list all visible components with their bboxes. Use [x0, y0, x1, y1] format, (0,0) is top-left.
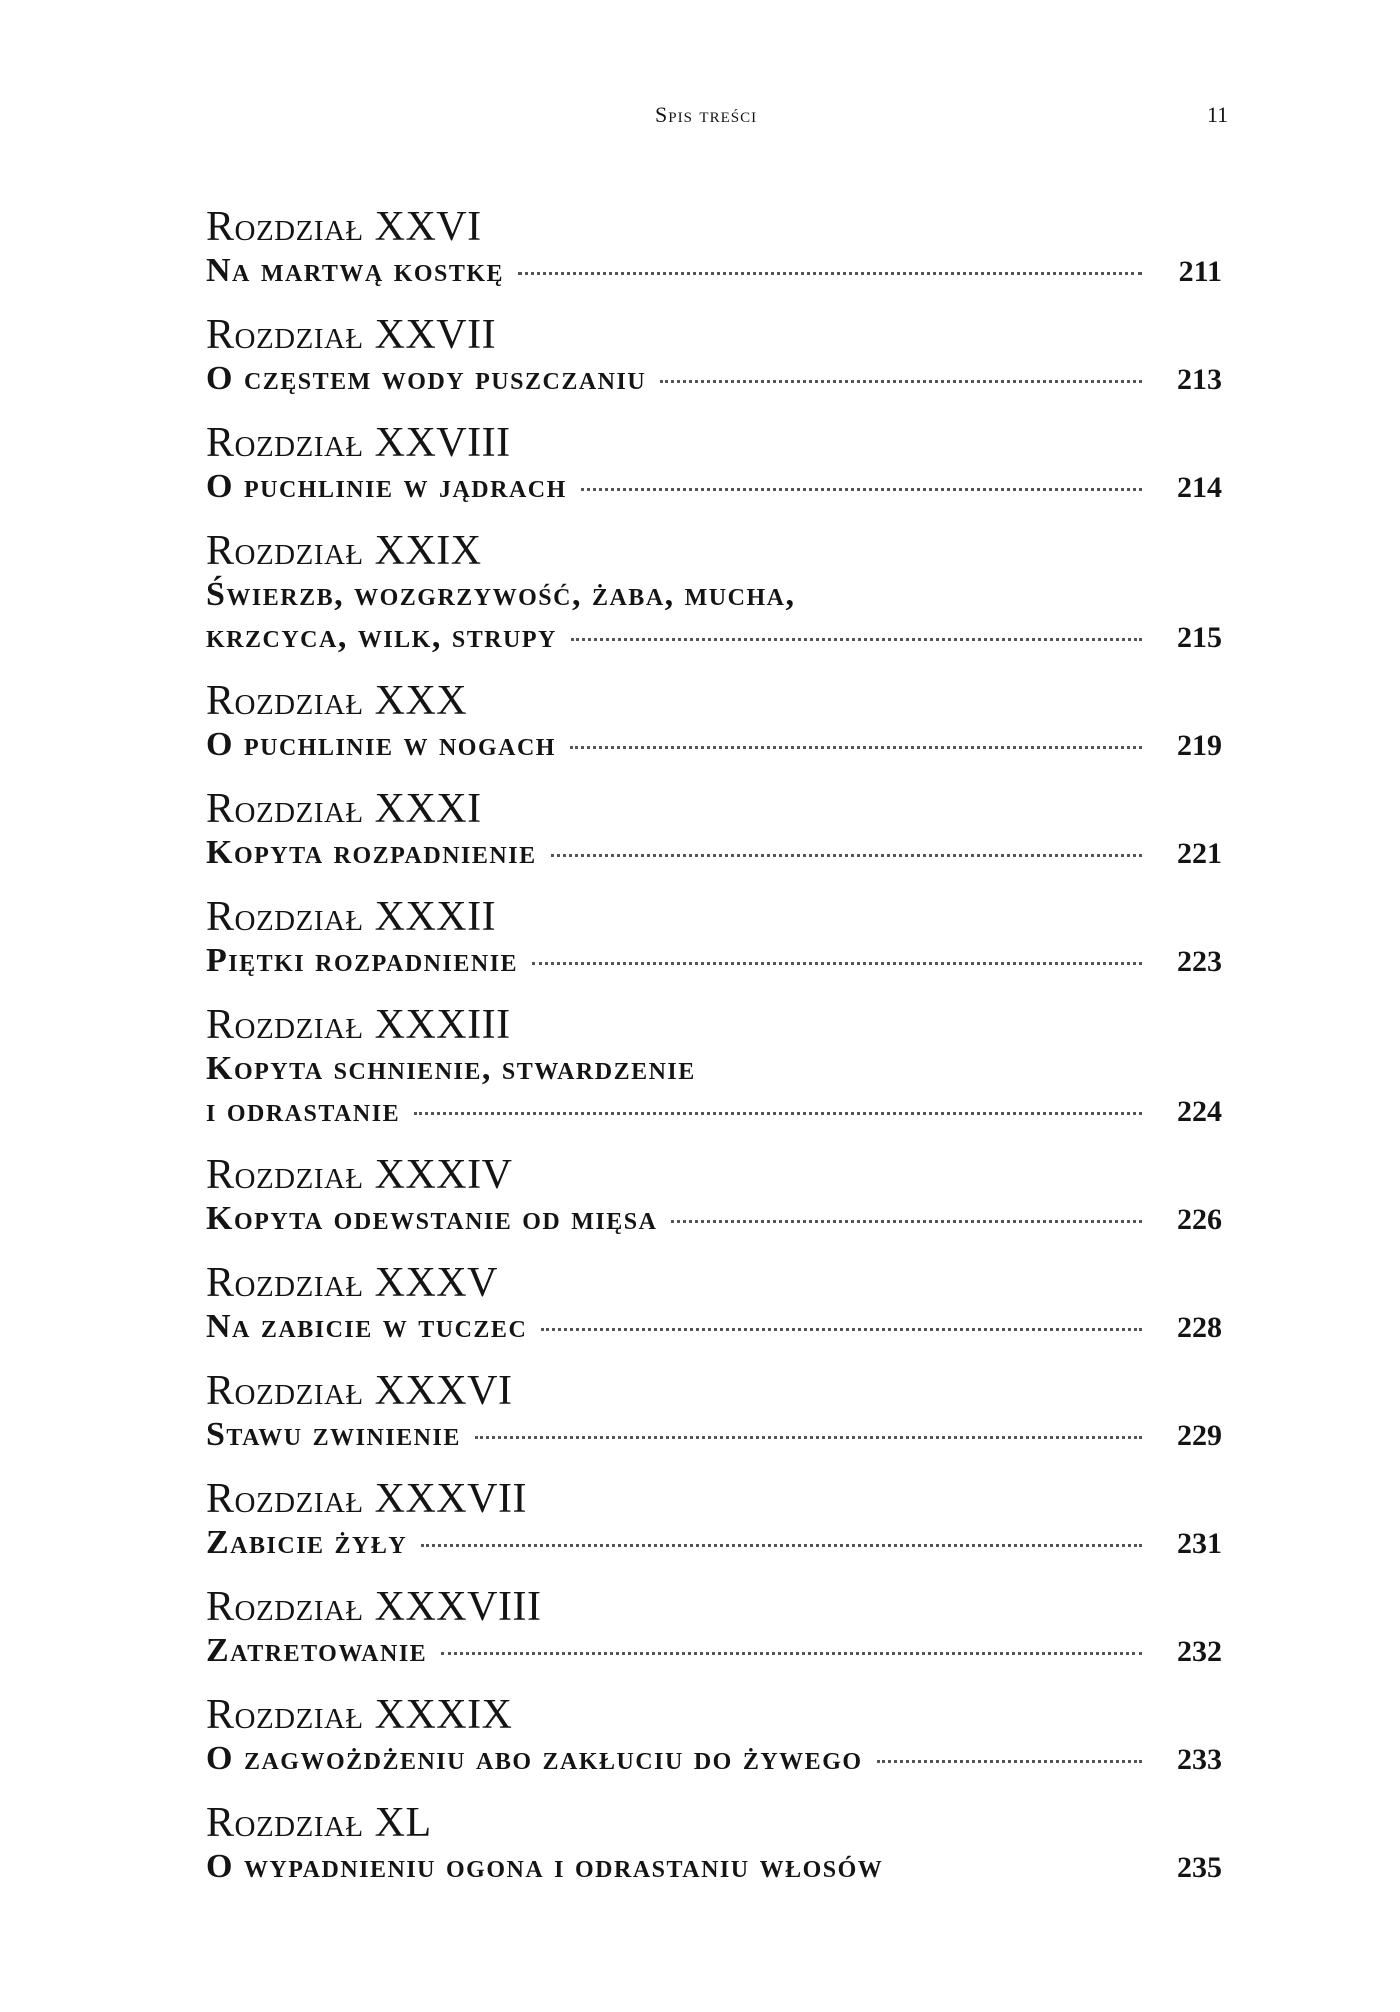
table-of-contents [206, 204, 1222, 1908]
chapter-title: Stawu zwinienie [206, 1416, 461, 1453]
chapter-title-line [206, 358, 1222, 401]
running-head: Spis treści [655, 102, 758, 127]
chapter-number: Rozdział XXVI [206, 204, 482, 250]
page-number: 11 [1207, 102, 1229, 127]
page-reference[interactable]: 221 [1177, 837, 1222, 870]
chapter-title-line [206, 574, 1222, 616]
chapter-number: Rozdział XXXVII [206, 1476, 527, 1522]
chapter-title: Na martwą kostkę [206, 252, 505, 289]
chapter-title-line [206, 1522, 1222, 1565]
toc-entry[interactable] [206, 1260, 1222, 1349]
toc-entry[interactable] [206, 204, 1222, 293]
page-reference[interactable]: 214 [1177, 471, 1222, 504]
chapter-title: O zagwożdżeniu abo zakłuciu do żywego [206, 1740, 863, 1777]
toc-entry[interactable] [206, 1152, 1222, 1241]
chapter-number: Rozdział XXIX [206, 528, 482, 574]
chapter-title: O częstem wody puszczaniu [206, 360, 647, 397]
chapter-number: Rozdział XXVII [206, 312, 497, 358]
chapter-title-line [206, 1198, 1222, 1241]
page-reference[interactable]: 235 [1177, 1851, 1222, 1884]
chapter-title: Kopyta rozpadnienie [206, 834, 537, 871]
chapter-number: Rozdział XXXI [206, 786, 482, 832]
chapter-number: Rozdział XXXIII [206, 1002, 511, 1048]
dot-leader [571, 638, 1142, 641]
chapter-title: Zatretowanie [206, 1632, 428, 1669]
chapter-title-line [206, 1306, 1222, 1349]
page-reference[interactable]: 226 [1177, 1203, 1222, 1236]
toc-entry[interactable] [206, 1584, 1222, 1673]
chapter-title: Zabicie żyły [206, 1524, 408, 1561]
chapter-title-line [206, 832, 1222, 875]
page-reference[interactable]: 219 [1177, 729, 1222, 762]
toc-entry[interactable] [206, 786, 1222, 875]
page-reference[interactable]: 223 [1177, 945, 1222, 978]
chapter-title-line [206, 1048, 1222, 1090]
chapter-title-line [206, 1414, 1222, 1457]
toc-entry[interactable] [206, 528, 1222, 659]
chapter-title: krzcyca, wilk, strupy [206, 618, 557, 655]
page-reference[interactable]: 231 [1177, 1527, 1222, 1560]
page-reference[interactable]: 233 [1177, 1743, 1222, 1776]
chapter-title-line [206, 1846, 1222, 1889]
chapter-title-line [206, 616, 1222, 659]
chapter-title-line [206, 724, 1222, 767]
dot-leader [414, 1112, 1142, 1115]
chapter-number: Rozdział XXXV [206, 1260, 498, 1306]
chapter-title: O wypadnieniu ogona i odrastaniu włosów [206, 1848, 884, 1885]
dot-leader [421, 1544, 1142, 1547]
chapter-number: Rozdział XXX [206, 678, 468, 724]
chapter-number: Rozdział XL [206, 1800, 432, 1846]
dot-leader [532, 962, 1142, 965]
chapter-title: O puchlinie w jądrach [206, 468, 567, 505]
toc-entry[interactable] [206, 1368, 1222, 1457]
chapter-title: Kopyta schnienie, stwardzenie [206, 1050, 696, 1087]
toc-entry[interactable] [206, 1692, 1222, 1781]
page-reference[interactable]: 213 [1177, 363, 1222, 396]
chapter-title-line [206, 466, 1222, 509]
page-reference[interactable]: 224 [1177, 1095, 1222, 1128]
dot-leader [551, 854, 1142, 857]
chapter-number: Rozdział XXXII [206, 894, 497, 940]
dot-leader [518, 272, 1142, 275]
dot-leader [541, 1328, 1142, 1331]
chapter-title-line [206, 940, 1222, 983]
toc-entry[interactable] [206, 420, 1222, 509]
toc-entry[interactable] [206, 678, 1222, 767]
chapter-number: Rozdział XXVIII [206, 420, 511, 466]
chapter-number: Rozdział XXXIX [206, 1692, 513, 1738]
page-reference[interactable]: 211 [1178, 255, 1222, 288]
page-reference[interactable]: 232 [1177, 1635, 1222, 1668]
toc-entry[interactable] [206, 894, 1222, 983]
dot-leader [877, 1760, 1142, 1763]
chapter-title: i odrastanie [206, 1092, 401, 1129]
dot-leader [660, 380, 1142, 383]
page-reference[interactable]: 215 [1177, 621, 1222, 654]
toc-entry[interactable] [206, 1476, 1222, 1565]
toc-entry[interactable] [206, 312, 1222, 401]
dot-leader [581, 488, 1142, 491]
chapter-title-line [206, 250, 1222, 293]
dot-leader [441, 1652, 1142, 1655]
dot-leader [671, 1220, 1142, 1223]
chapter-title-line [206, 1738, 1222, 1781]
page-reference[interactable]: 229 [1177, 1419, 1222, 1452]
chapter-title: Kopyta odewstanie od mięsa [206, 1200, 658, 1237]
page-reference[interactable]: 228 [1177, 1311, 1222, 1344]
dot-leader [475, 1436, 1142, 1439]
chapter-title: Piętki rozpadnienie [206, 942, 519, 979]
dot-leader [570, 746, 1142, 749]
chapter-number: Rozdział XXXVIII [206, 1584, 542, 1630]
chapter-title: Świerzb, wozgrzywość, żaba, mucha, [206, 576, 796, 613]
chapter-title-line [206, 1630, 1222, 1673]
chapter-title: Na zabicie w tuczec [206, 1308, 528, 1345]
toc-entry[interactable] [206, 1800, 1222, 1889]
toc-entry[interactable] [206, 1002, 1222, 1133]
chapter-title: O puchlinie w nogach [206, 726, 556, 763]
chapter-title-line [206, 1090, 1222, 1133]
chapter-number: Rozdział XXXVI [206, 1368, 513, 1414]
chapter-number: Rozdział XXXIV [206, 1152, 513, 1198]
